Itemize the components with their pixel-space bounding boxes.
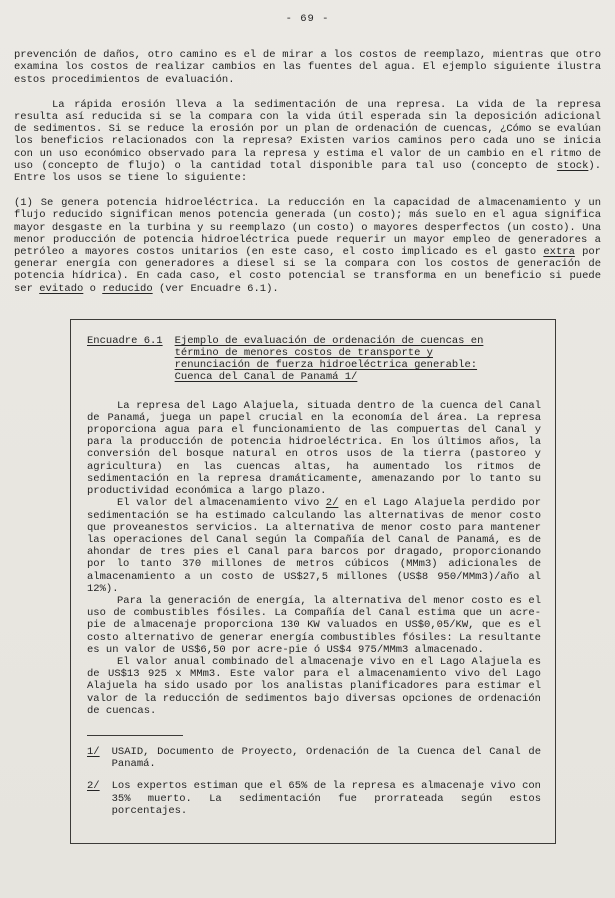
text-run: prevención de daños, otro camino es el de mirar a los costos de reemplazo, mientras que otro examina los costos de realizar cambios en las fuentes del agua. El ejemplo siguiente ilustra estos procedimientos de evaluación. [14,49,601,86]
text-run: Para la generación de energía, la alternativa del menor costo es el uso de combustibles fósiles. La Compañía del Canal estima que un acre-pie de almacenaje proporciona 130 KW valuados en US$0,05/KW, que es el costo alternativo de generar energía combustibles fósiles: La resultante es un valor de US$6,50 por acre-pie ó US$4 975/MMm3 almacenado. [87,594,541,656]
underlined-term: 2/ [325,497,339,510]
underlined-term: stock [556,159,589,172]
footnote-text [112,780,541,817]
box-footnotes [87,746,541,817]
text-run: La represa del Lago Alajuela, situada dentro de la cuenca del Canal de Panamá, juega un papel crucial en la economía del área. La represa proporciona agua para el funcionamiento de las compuertas del Canal y para la producción de potencia hidroeléctrica. En los últimos años, la conversión del bosque natural en otros usos de la tierra (pastoreo y agricultura) en las cuencas altas, ha aumentado los ritmos de sedimentación en la represa dramáticamente, amenazando por lo tanto su productividad económica a largo plazo. [87,399,541,498]
footnote-separator [87,735,183,736]
footnote-text [112,746,541,770]
text-run: USAID, Documento de Proyecto, Ordenación de la Cuenca del Canal de Panamá. [111,745,541,771]
text-run: La rápida erosión lleva a la sedimentación de una represa. La vida de la represa resulta así reducida si se la compara con la vida útil esperada sin la deposición adicional de sedimentos. Si se reduce la erosión por un plan de ordenación de cuencas, ¿Cómo se evalúan los beneficios relacionados con la represa? Existen varios caminos pero cada uno se inicia con un uso económico observado para la represa y estima el valor de un cambio en el ritmo de uso (concepto de flujo) o la cantidad total disponible para tal uso (concepto de [14,98,601,172]
text-run: El valor del almacenamiento vivo [117,497,326,510]
box-title: Ejemplo de evaluación de ordenación de cuencas en término de menores costos de transporte y renunciación de fuerza hidroeléctrica generable: Cuenca del Canal de Panamá 1/ [174,334,484,384]
text-run: (ver Encuadre 6.1). [152,282,279,295]
encuadre-box [70,319,556,844]
paragraph [14,49,601,86]
text-run: ). Entre los usos se tiene lo siguiente: [14,159,601,185]
box-label: Encuadre 6.1 [87,334,163,347]
box-title-row [87,335,541,384]
paragraph [14,197,601,295]
box-paragraphs [87,400,541,717]
page-number: - 69 - [285,13,330,25]
box-paragraph [87,656,541,717]
text-run: Los expertos estiman que el 65% de la represa es almacenaje vivo con 35% muerto. La sedimentación fue prorrateada según estos porcentajes. [111,780,541,817]
box-paragraph [87,497,541,595]
footnote-marker: 1/ [87,745,100,758]
text-run: o [83,282,103,295]
text-run: por generar energía con generadores a diesel si se la compara con los costos de generación de potencia hídrica). En cada caso, el costo potencial se transforma en un beneficio si puede ser [14,246,601,295]
text-run: El valor anual combinado del almacenaje vivo en el Lago Alajuela es de US$13 925 x MMm3. Este valor para el almacenamiento vivo del Lago Alajuela ha sido usado por los analistas planificadores para estimar el valor de la reducción de sedimentos bajo diversas opciones de ordenación de cuencas. [87,655,541,717]
underlined-term: extra [543,246,575,259]
box-paragraph [87,400,541,498]
text-run: (1) Se genera potencia hidroeléctrica. La reducción en la capacidad de almacenamiento y un flujo reducido significan menos potencia generada (un costo); más suelo en el agua significa mayor desgaste en la turbina y su reemplazo (un costo) o mayores desperfectos (un costo). Una menor producción de potencia hidroeléctrica puede requerir un mayor empleo de generadores a petróleo a mayores costos unitarios (en este caso, el costo implicado es el gasto [14,197,601,259]
box-paragraph [87,595,541,656]
footnote-marker: 2/ [87,780,100,793]
underlined-term: reducido [102,282,153,295]
footnote [87,780,541,817]
footnote [87,746,541,770]
body-paragraphs [14,49,601,295]
underlined-term: evitado [39,282,84,295]
text-run: en el Lago Alajuela perdido por sedimentación se ha estimado calculando las alternativas de menor costo que proveanestos servicios. La alternativa de menor costo para mantener las operaciones del Canal según la Compañía del Canal de Panamá, es de ahondar de tres pies el Canal para barcos por dragado, proporcionando por lo tanto 370 millones de metros cúbicos (MMm3) adicionales de almacenamiento a un costo de US$27,5 millones (US$8 950/MMm3)/año al 12%). [87,497,541,595]
paragraph [14,99,601,184]
